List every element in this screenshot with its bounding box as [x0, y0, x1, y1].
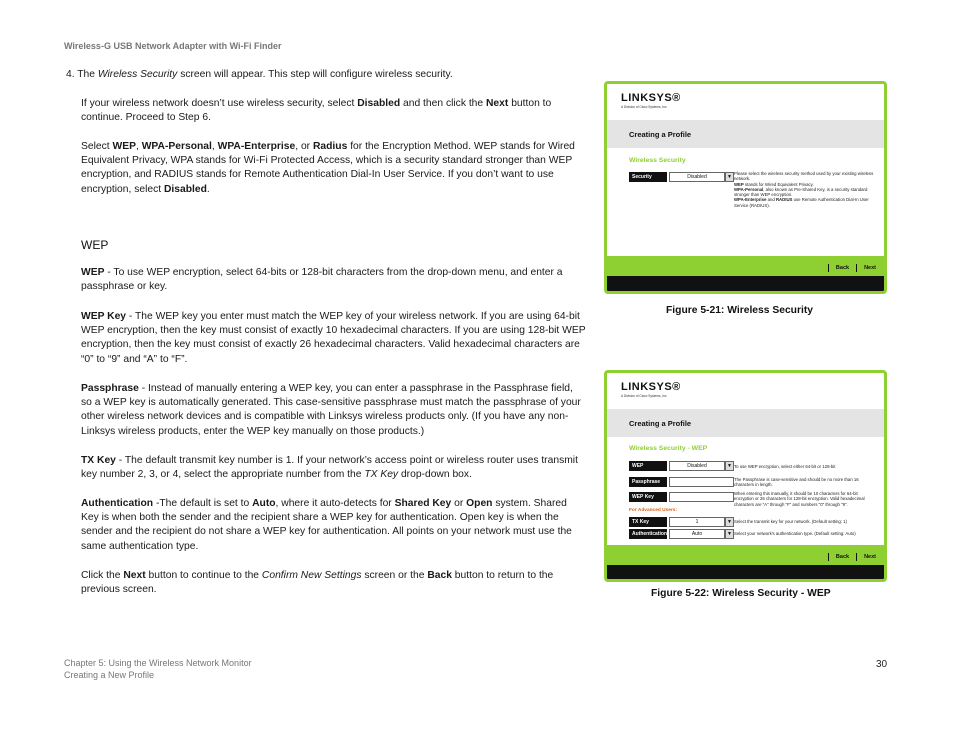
wep-key-label: WEP Key: [629, 492, 667, 502]
authentication-paragraph: Authentication -The default is set to Auto, where it auto-detects for Shared Key or Open system. Shared Key is when both the sender and the recipient share a WEP key for authentication. Open key is when the sender and the recipient do not share a WEP key for authentication. All points on your network must use the same authentication type.: [81, 498, 572, 552]
passphrase-help-text: The Passphrase is case-sensitive and should be no more than 16 characters in length.: [734, 477, 859, 488]
step-number: 4.: [66, 69, 78, 80]
footer-bar: [607, 565, 884, 579]
figure-wireless-security-screenshot: [604, 81, 887, 294]
section-title: Wireless Security - WEP: [629, 445, 708, 452]
dropdown-arrow-icon[interactable]: ▼: [725, 461, 734, 471]
tx-key-select[interactable]: 1: [669, 517, 725, 527]
page-footer: [64, 657, 252, 681]
navigation-paragraph: Click the Next button to continue to the Confirm New Settings screen or the Back button to return to the previous screen.: [81, 570, 554, 596]
footer-bar: [607, 276, 884, 291]
dropdown-arrow-icon[interactable]: ▼: [725, 529, 734, 539]
figure-caption-5-21: Figure 5-21: Wireless Security: [666, 305, 813, 316]
running-header: Wireless-G USB Network Adapter with Wi-Fi Finder: [64, 41, 282, 51]
footer-section: Creating a New Profile: [64, 670, 155, 680]
wep-key-input[interactable]: [669, 492, 734, 502]
linksys-logo-subtitle: A Division of Cisco Systems, Inc.: [621, 105, 668, 109]
passphrase-label: Passphrase: [629, 477, 667, 487]
dropdown-arrow-icon[interactable]: ▼: [725, 172, 734, 182]
wep-key-help-text: When entering this manually, it should be 10 characters for 64-bit encryption or 26 characters for 128-bit encryption. Valid hexadecimal characters are "A" through "F" and numbers "0" through "9".: [734, 491, 865, 507]
page-number: 30: [876, 659, 888, 670]
section-title: Wireless Security: [629, 157, 686, 164]
back-button[interactable]: Back: [828, 553, 849, 561]
security-help-text: Please select the wireless security method used by your existing wireless network. WEP stands for Wired Equivalent Privacy. WPA-Personal, also known as Pre-Shared Key, is a security standard stronger than WEP encryption. WPA-Enterprise and RADIUS use Remote Authentication Dial-In User Service (RADIUS).: [734, 171, 874, 208]
security-select[interactable]: Disabled: [669, 172, 725, 182]
linksys-logo: LINKSYS®: [621, 92, 681, 104]
dropdown-arrow-icon[interactable]: ▼: [725, 517, 734, 527]
passphrase-paragraph: Passphrase - Instead of manually entering a WEP key, you can enter a passphrase in the Passphrase field, so a WEP key is automatically generated. This case-sensitive passphrase must match the passphrase of your other wireless network devices and is compatible with Linksys wireless products only. (If you have any non-Linksys wireless products, enter the WEP key manually on those products.): [81, 383, 581, 437]
wep-key-paragraph: WEP Key - The WEP key you enter must match the WEP key of your wireless network. If you are using 64-bit WEP encryption, then the key must consist of exactly 10 hexadecimal characters. If you are using 128-bit WEP encryption, then the key must consist of exactly 26 hexadecimal characters. Valid hexadecimal characters are “0” to “9” and “A” to “F”.: [81, 311, 586, 365]
figure-wireless-security-wep-screenshot: [604, 370, 887, 582]
wep-help-text: To use WEP encryption, select either 64-bit or 128-bit: [734, 464, 836, 469]
linksys-logo-subtitle: A Division of Cisco Systems, Inc.: [621, 394, 668, 398]
step-4-intro: 4. The Wireless Security screen will appear. This step will configure wireless security.: [66, 69, 453, 80]
tx-key-label: TX Key: [629, 517, 667, 527]
authentication-label: Authentication: [629, 529, 667, 539]
back-button[interactable]: Back: [828, 264, 849, 272]
authentication-help-text: Select your network's authentication type. (Default setting: Auto): [734, 531, 856, 536]
band-title: Creating a Profile: [629, 130, 692, 139]
next-button[interactable]: Next: [856, 264, 876, 272]
step-4-disabled-paragraph: If your wireless network doesn’t use wireless security, select Disabled and then click the Next button to continue. Proceed to Step 6.: [81, 98, 552, 124]
wep-select[interactable]: Disabled: [669, 461, 725, 471]
authentication-select[interactable]: Auto: [669, 529, 725, 539]
passphrase-input[interactable]: [669, 477, 734, 487]
nav-buttons: [821, 264, 876, 272]
tx-key-paragraph: TX Key - The default transmit key number is 1. If your network’s access point or wireless router uses transmit key number 2, 3, or 4, select the appropriate number from the TX Key drop-down box.: [81, 455, 578, 481]
wep-paragraph: WEP - To use WEP encryption, select 64-bits or 128-bit characters from the drop-down menu, and enter a passphrase or key.: [81, 267, 563, 293]
figure-caption-5-22: Figure 5-22: Wireless Security - WEP: [651, 588, 831, 599]
linksys-logo: LINKSYS®: [621, 381, 681, 393]
tx-key-help-text: Select the transmit key for your network. (Default setting: 1): [734, 519, 847, 524]
footer-chapter: Chapter 5: Using the Wireless Network Monitor: [64, 658, 252, 668]
band-title: Creating a Profile: [629, 419, 692, 428]
security-label: Security: [629, 172, 667, 182]
step-4-methods-paragraph: Select WEP, WPA-Personal, WPA-Enterprise, or Radius for the Encryption Method. WEP stands for Wired Equivalent Privacy, WPA stands for Wi-Fi Protected Access, which is a security standard stronger than WEP encryption, and RADIUS stands for Remote Authentication Dial-In User Service. If you don’t want to use encryption, select Disabled.: [81, 141, 575, 195]
wep-label: WEP: [629, 461, 667, 471]
next-button[interactable]: Next: [856, 553, 876, 561]
nav-buttons: [821, 553, 876, 561]
wep-heading: WEP: [81, 238, 109, 252]
advanced-users-label: For Advanced Users:: [629, 508, 678, 513]
